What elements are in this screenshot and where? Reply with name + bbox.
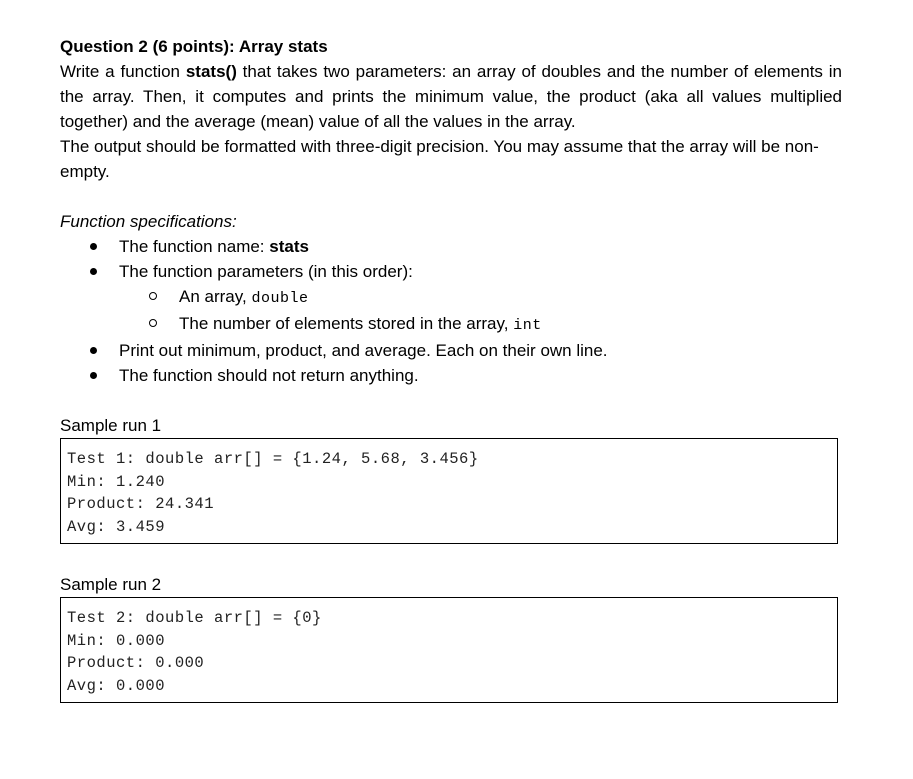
question-intro: [60, 59, 842, 134]
output-line: Min: 1.240: [67, 472, 166, 491]
format-note: The output should be formatted with three-digit precision. You may assume that the array will be non-empty.: [60, 137, 819, 181]
bullet-icon: [90, 268, 97, 275]
specs-heading: Function specifications:: [60, 212, 237, 231]
spec-item-params: [60, 259, 842, 284]
param-item-count: [60, 311, 842, 338]
function-name-bold: stats(): [185, 62, 237, 81]
param2-label: The number of elements stored in the array,: [179, 314, 514, 333]
param-item-array: [60, 284, 842, 311]
intro-text-end: that takes two parameters: an array of doubles and the number of elements in the array. Then, it computes and prints the minimum value, the product (aka all values multiplied together) and the average (mean) value of all the values in the array.: [60, 62, 842, 131]
intro-text-start: Write a function: [60, 62, 186, 81]
spec-return-note: The function should not return anything.: [119, 366, 419, 385]
sample-run-2-heading: Sample run 2: [60, 575, 162, 594]
spec-params-label: The function parameters (in this order):: [119, 262, 413, 281]
params-sublist: [60, 284, 842, 338]
spec-item-print: [60, 338, 842, 363]
specs-list-continued: [60, 338, 842, 388]
bullet-icon: [90, 372, 97, 379]
spec-print-note: Print out minimum, product, and average. Each on their own line.: [119, 341, 608, 360]
output-line: Avg: 3.459: [67, 517, 166, 536]
output-line: Test 1: double arr[] = {1.24, 5.68, 3.456}: [67, 450, 479, 468]
specs-list: [60, 234, 842, 284]
hollow-bullet-icon: [149, 319, 157, 327]
sample-run-2-output: [60, 597, 838, 703]
param2-type: int: [513, 317, 542, 334]
output-line: Avg: 0.000: [67, 676, 166, 695]
output-line: Test 2: double arr[] = {0}: [67, 609, 322, 627]
spec-name-label: The function name:: [119, 237, 270, 256]
bullet-icon: [90, 347, 97, 354]
question-title: Question 2 (6 points): Array stats: [60, 37, 328, 56]
hollow-bullet-icon: [149, 292, 157, 300]
spec-item-return: [60, 363, 842, 388]
spec-name-value: stats: [269, 237, 309, 256]
output-line: Product: 0.000: [67, 654, 205, 672]
param1-label: An array,: [179, 287, 252, 306]
question-document: [60, 34, 842, 703]
spec-item-name: [60, 234, 842, 259]
output-line: Min: 0.000: [67, 631, 166, 650]
sample-run-1-heading: Sample run 1: [60, 416, 162, 435]
bullet-icon: [90, 243, 97, 250]
sample-run-1-output: [60, 438, 838, 544]
output-line: Product: 24.341: [67, 495, 215, 513]
param1-type: double: [251, 290, 309, 307]
